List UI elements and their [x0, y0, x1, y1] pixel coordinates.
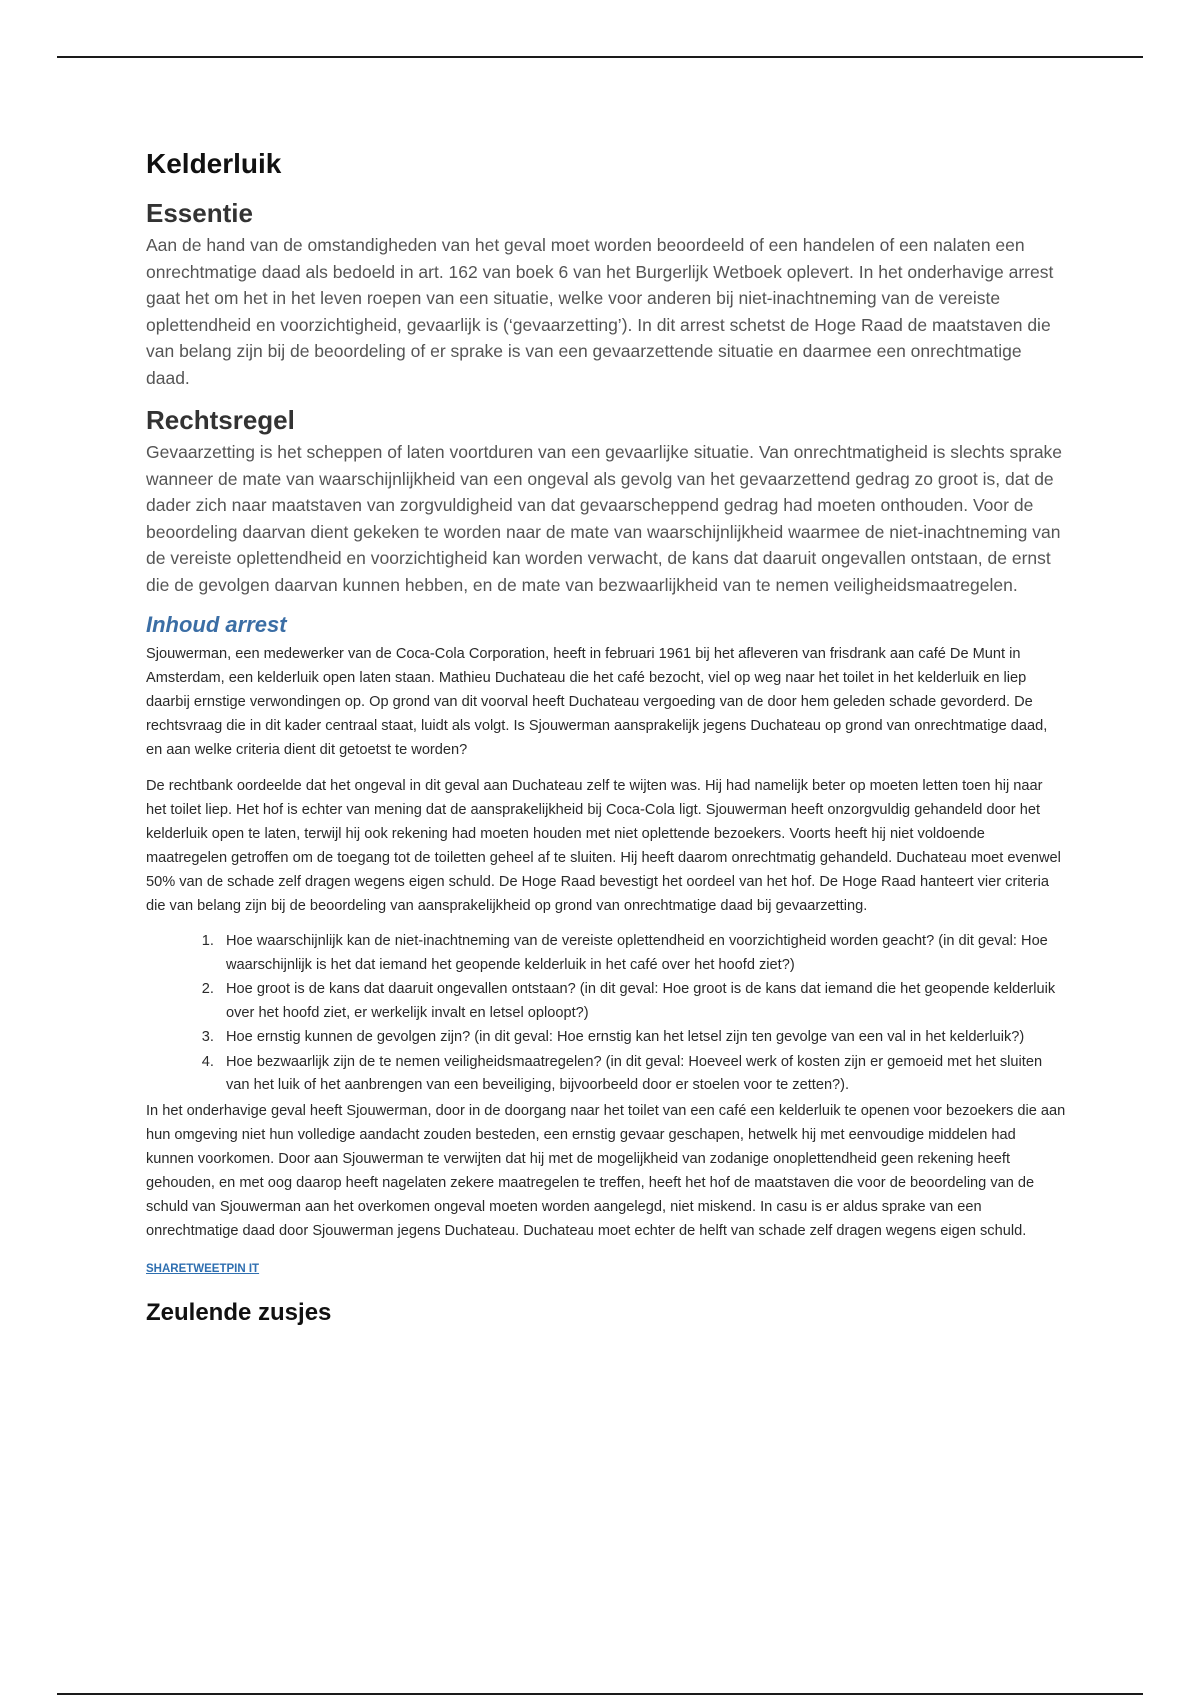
rechtsregel-heading: Rechtsregel — [146, 405, 295, 435]
inhoud-arrest-heading: Inhoud arrest — [146, 612, 287, 637]
essentie-heading: Essentie — [146, 198, 253, 228]
next-case-title: Zeulende zusjes — [146, 1298, 332, 1326]
criteria-list — [146, 930, 1066, 1098]
criteria-item-4: 4. Hoe bezwaarlijk zijn de te nemen veiligheidsmaatregelen? (in dit geval: Hoeveel werk of kosten zijn er gemoeid met het sluiten van het luik of het aanbrengen van een beveiliging, bijvoorbeeld door er stoelen voor te zetten?). — [218, 1051, 1066, 1098]
criteria-item-3: 3. Hoe ernstig kunnen de gevolgen zijn? (in dit geval: Hoe ernstig kan het letsel zijn ten gevolge van een val in het kelderluik?) — [218, 1026, 1066, 1050]
inhoud-paragraph-2: De rechtbank oordeelde dat het ongeval in dit geval aan Duchateau zelf te wijten was. Hij had namelijk beter op moeten letten toen hij naar het toilet liep. Het hof is echter van mening dat de aansprakelijkheid bij Coca-Cola ligt. Sjouwerman heeft onzorgvuldig gehandeld door het kelderluik open te laten, terwijl hij ook rekening had moeten houden met niet oplettende bezoekers. Voorts heeft hij niet voldoende maatregelen getroffen om de toegang tot de toiletten geheel af te sluiten. Hij heeft daarom onrechtmatig gehandeld. Duchateau moet evenwel 50% van de schade zelf dragen wegens eigen schuld. De Hoge Raad bevestigt het oordeel van het hof. De Hoge Raad hanteert vier criteria die van belang zijn bij de beoordeling van aansprakelijkheid op grond van onrechtmatige daad bij gevaarzetting. — [146, 778, 1061, 914]
criteria-item-1: 1. Hoe waarschijnlijk kan de niet-inachtneming van de vereiste oplettendheid en voorzichtigheid worden geacht? (in dit geval: Hoe waarschijnlijk is het dat iemand het geopende kelderluik in het café over het hoofd ziet?) — [218, 930, 1066, 977]
bottom-rule — [57, 1693, 1143, 1695]
inhoud-paragraph-3: In het onderhavige geval heeft Sjouwerman, door in de doorgang naar het toilet van een café een kelderluik te openen voor bezoekers die aan hun omgeving niet hun volledige aandacht zouden besteden, een ernstig gevaar geschapen, hetwelk hij met eenvoudige middelen had kunnen voorkomen. Door aan Sjouwerman te verwijten dat hij met de mogelijkheid van zodanige onoplettendheid geen rekening heeft gehouden, en met oog daarop heeft nagelaten zekere maatregelen te treffen, heeft het hof de maatstaven die voor de beoordeling van de schuld van Sjouwerman aan het overkomen ongeval moeten worden aangelegd, niet miskend. In casu is er aldus sprake van een onrechtmatige daad door Sjouwerman jegens Duchateau. Duchateau moet echter de helft van schade zelf dragen wegens eigen schuld. — [146, 1102, 1066, 1239]
inhoud-paragraph-1: Sjouwerman, een medewerker van de Coca-Cola Corporation, heeft in februari 1961 bij het afleveren van frisdrank aan café De Munt in Amsterdam, een kelderluik open laten staan. Mathieu Duchateau die het café bezocht, viel op weg naar het toilet in het kelderluik en liep daarbij ernstige verwondingen op. Op grond van dit voorval heeft Duchateau vergoeding van de door hem geleden schade gevorderd. De rechtsvraag die in dit kader centraal staat, luidt als volgt. Is Sjouwerman aansprakelijk jegens Duchateau op grond van onrechtmatige daad, en aan welke criteria dient dit getoetst te worden? — [146, 646, 1048, 758]
share-link[interactable]: SHARETWEETPIN IT — [146, 1262, 260, 1275]
top-rule — [57, 56, 1143, 58]
essentie-text: Aan de hand van de omstandigheden van het geval moet worden beoordeeld of een handelen of een nalaten een onrechtmatige daad als bedoeld in art. 162 van boek 6 van het Burgerlijk Wetboek oplevert. In het onderhavige arrest gaat het om het in het leven roepen van een situatie, welke voor anderen bij niet-inachtneming van de vereiste oplettendheid en voorzichtigheid, gevaarlijk is (‘gevaarzetting’). In dit arrest schetst de Hoge Raad de maatstaven die van belang zijn bij de beoordeling of er sprake is van een gevaarzettende situatie en daarmee een onrechtmatige daad. — [146, 235, 1054, 388]
criteria-item-2: 2. Hoe groot is de kans dat daaruit ongevallen ontstaan? (in dit geval: Hoe groot is de kans dat iemand die het geopende kelderluik over het hoofd ziet, er werkelijk invalt en letsel oploopt?) — [218, 978, 1066, 1025]
rechtsregel-text: Gevaarzetting is het scheppen of laten voortduren van een gevaarlijke situatie. Van onrechtmatigheid is slechts sprake wanneer de mate van waarschijnlijkheid van een ongeval als gevolg van het gevaarzettend gedrag zo groot is, dat de dader zich naar maatstaven van zorgvuldigheid van dat gevaarscheppend gedrag had moeten onthouden. Voor de beoordeling daarvan dient gekeken te worden naar de mate van waarschijnlijkheid waarmee de niet-inachtneming van de vereiste oplettendheid en voorzichtigheid kan worden verwacht, de kans dat daaruit ongevallen ontstaan, de ernst die de gevolgen daarvan kunnen hebben, en de mate van bezwaarlijkheid van te nemen veiligheidsmaatregelen. — [146, 442, 1063, 595]
document-body — [146, 146, 1066, 1329]
page-title: Kelderluik — [146, 148, 282, 179]
